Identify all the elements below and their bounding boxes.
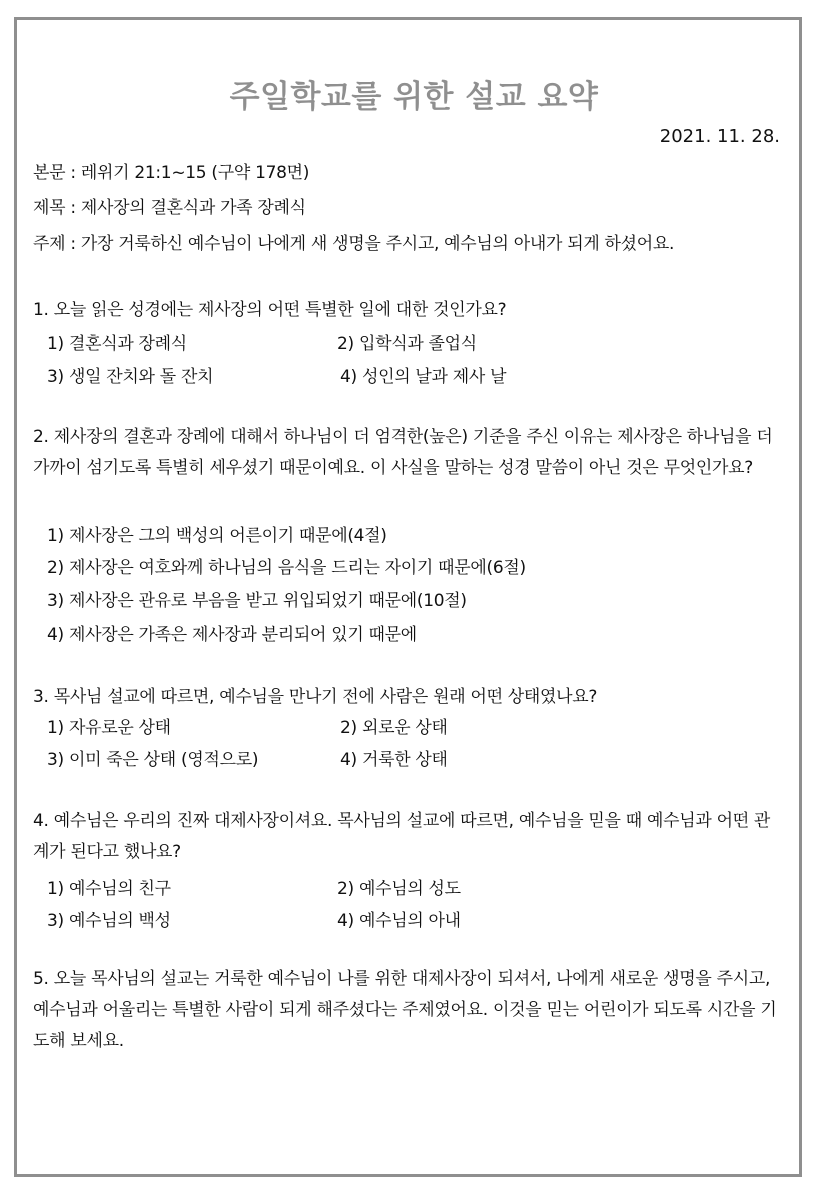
question-2-option-2: 2) 제사장은 여호와께 하나님의 음식을 드리는 자이기 때문에(6절) [47, 558, 526, 578]
question-4-option-4: 4) 예수님의 아내 [337, 911, 461, 931]
question-3: 3. 목사님 설교에 따르면, 예수님을 만나기 전에 사람은 원래 어떤 상태였나요? [33, 687, 598, 707]
question-4-option-3: 3) 예수님의 백성 [47, 911, 171, 931]
question-4-option-1: 1) 예수님의 친구 [47, 879, 171, 899]
sermon-date: 2021. 11. 28. [659, 126, 780, 147]
question-1: 1. 오늘 읽은 성경에는 제사장의 어떤 특별한 일에 대한 것인가요? [33, 300, 507, 320]
question-2-option-3: 3) 제사장은 관유로 부음을 받고 위입되었기 때문에(10절) [47, 591, 467, 611]
page-title: 주일학교를 위한 설교 요약 [229, 79, 599, 115]
question-3-option-1: 1) 자유로운 상태 [47, 718, 171, 738]
question-1-option-3: 3) 생일 잔치와 돌 잔치 [47, 367, 214, 387]
question-5: 5. 오늘 목사님의 설교는 거룩한 예수님이 나를 위한 대제사장이 되셔서, 나에게 새로운 생명을 주시고, 예수님과 어울리는 특별한 사람이 되게 해주셨다는 주제였어요. 이것을 믿는 어린이가 되도록 시간을 기도해 보세요. [33, 969, 777, 1051]
sermon-theme: 주제 : 가장 거룩하신 예수님이 나에게 새 생명을 주시고, 예수님의 아내가 되게 하셨어요. [33, 234, 675, 254]
question-3-option-4: 4) 거룩한 상태 [340, 750, 448, 770]
question-1-option-4: 4) 성인의 날과 제사 날 [340, 367, 507, 387]
question-1-option-1: 1) 결혼식과 장례식 [47, 334, 187, 354]
scripture-reference: 본문 : 레위기 21:1~15 (구약 178면) [33, 163, 310, 183]
question-3-option-2: 2) 외로운 상태 [340, 718, 448, 738]
question-2-option-4: 4) 제사장은 가족은 제사장과 분리되어 있기 때문에 [47, 625, 417, 645]
question-2: 2. 제사장의 결혼과 장례에 대해서 하나님이 더 엄격한(높은) 기준을 주신 이유는 제사장은 하나님을 더 가까이 섬기도록 특별히 세우셨기 때문이예요. 이 사실을 말하는 성경 말씀이 아닌 것은 무엇인가요? [33, 427, 773, 478]
question-4: 4. 예수님은 우리의 진짜 대제사장이셔요. 목사님의 설교에 따르면, 예수님을 믿을 때 예수님과 어떤 관계가 된다고 했나요? [33, 811, 771, 862]
sermon-subject: 제목 : 제사장의 결혼식과 가족 장례식 [33, 198, 306, 218]
question-1-option-2: 2) 입학식과 졸업식 [337, 334, 477, 354]
question-4-option-2: 2) 예수님의 성도 [337, 879, 461, 899]
question-3-option-3: 3) 이미 죽은 상태 (영적으로) [47, 750, 259, 770]
question-2-option-1: 1) 제사장은 그의 백성의 어른이기 때문에(4절) [47, 526, 387, 546]
